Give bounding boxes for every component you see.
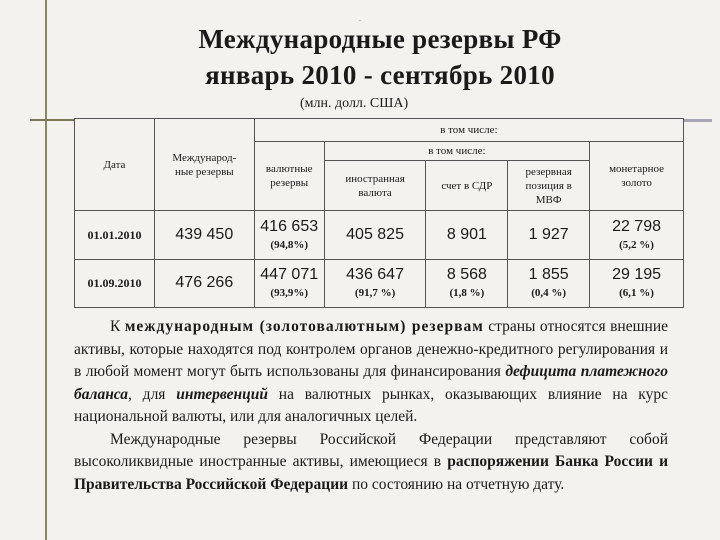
row-fx: 416 653 (94,8%) bbox=[254, 211, 324, 259]
top-dot: . bbox=[359, 14, 361, 23]
row-sdr: 8 901 bbox=[426, 211, 508, 259]
row-imf: 1 855 (0,4 %) bbox=[508, 259, 590, 307]
row-foreign: 436 647 (91,7 %) bbox=[324, 259, 426, 307]
row-reserves: 476 266 bbox=[154, 259, 254, 307]
row-reserves: 439 450 bbox=[154, 211, 254, 259]
decorative-vertical-line bbox=[45, 0, 47, 540]
term-international-reserves: международным (золотовалютным) резервам bbox=[124, 318, 484, 335]
term-payment-deficit: дефицита платежного баланса bbox=[74, 363, 669, 403]
row-imf: 1 927 bbox=[508, 211, 590, 259]
row-sdr: 8 568 (1,8 %) bbox=[426, 259, 508, 307]
header-including-sub: в том числе: bbox=[324, 142, 589, 161]
paragraph-russia-reserves: Международные резервы Российской Федерации представляют собой высоколиквидные иностранные активы, имеющиеся в распоряжении Банка России и Правительства Российской Федерации по состоянию на отчетную дату. bbox=[74, 430, 669, 493]
row-foreign: 405 825 bbox=[324, 211, 426, 259]
header-sdr: счет в СДР bbox=[426, 160, 508, 210]
units-subtitle: (млн. долл. США) bbox=[300, 96, 409, 111]
row-gold: 22 798 (5,2 %) bbox=[590, 211, 684, 259]
term-bank-of-russia: распоряжении Банка России и Правительства Российской Федерации bbox=[74, 453, 669, 493]
header-imf-position: резервная позиция в МВФ bbox=[508, 160, 590, 210]
header-foreign-currency: иностранная валюта bbox=[324, 160, 426, 210]
table-row bbox=[75, 211, 684, 259]
header-including: в том числе: bbox=[254, 119, 683, 142]
row-date: 01.01.2010 bbox=[75, 211, 155, 259]
body-text bbox=[74, 316, 668, 496]
page-title-line-1: Международные резервы РФ bbox=[198, 24, 562, 54]
header-reserves: Международ- ные резервы bbox=[154, 119, 254, 211]
table-header-row-1 bbox=[75, 119, 684, 142]
paragraph-definition: К международным (золотовалютным) резервам страны относятся внешние активы, которые находятся под контролем органов денежно-кредитного регулирования и в любой момент могут быть использованы для финансирования дефицита платежного баланса, для интервенций на валютных рынках, оказывающих влияние на курс национальной валюты, или для аналогичных целей. bbox=[74, 318, 669, 425]
reserves-table bbox=[74, 118, 684, 308]
header-gold: монетарное золото bbox=[590, 142, 684, 211]
table-row bbox=[75, 259, 684, 307]
header-date: Дата bbox=[75, 119, 155, 211]
decorative-horizontal-line-left bbox=[30, 119, 74, 121]
term-interventions: интервенций bbox=[176, 385, 269, 403]
row-fx: 447 071 (93,9%) bbox=[254, 259, 324, 307]
row-gold: 29 195 (6,1 %) bbox=[590, 259, 684, 307]
row-date: 01.09.2010 bbox=[75, 259, 155, 307]
page-title-line-2: январь 2010 - сентябрь 2010 bbox=[205, 60, 555, 90]
header-fx-reserves: валютные резервы bbox=[254, 142, 324, 211]
